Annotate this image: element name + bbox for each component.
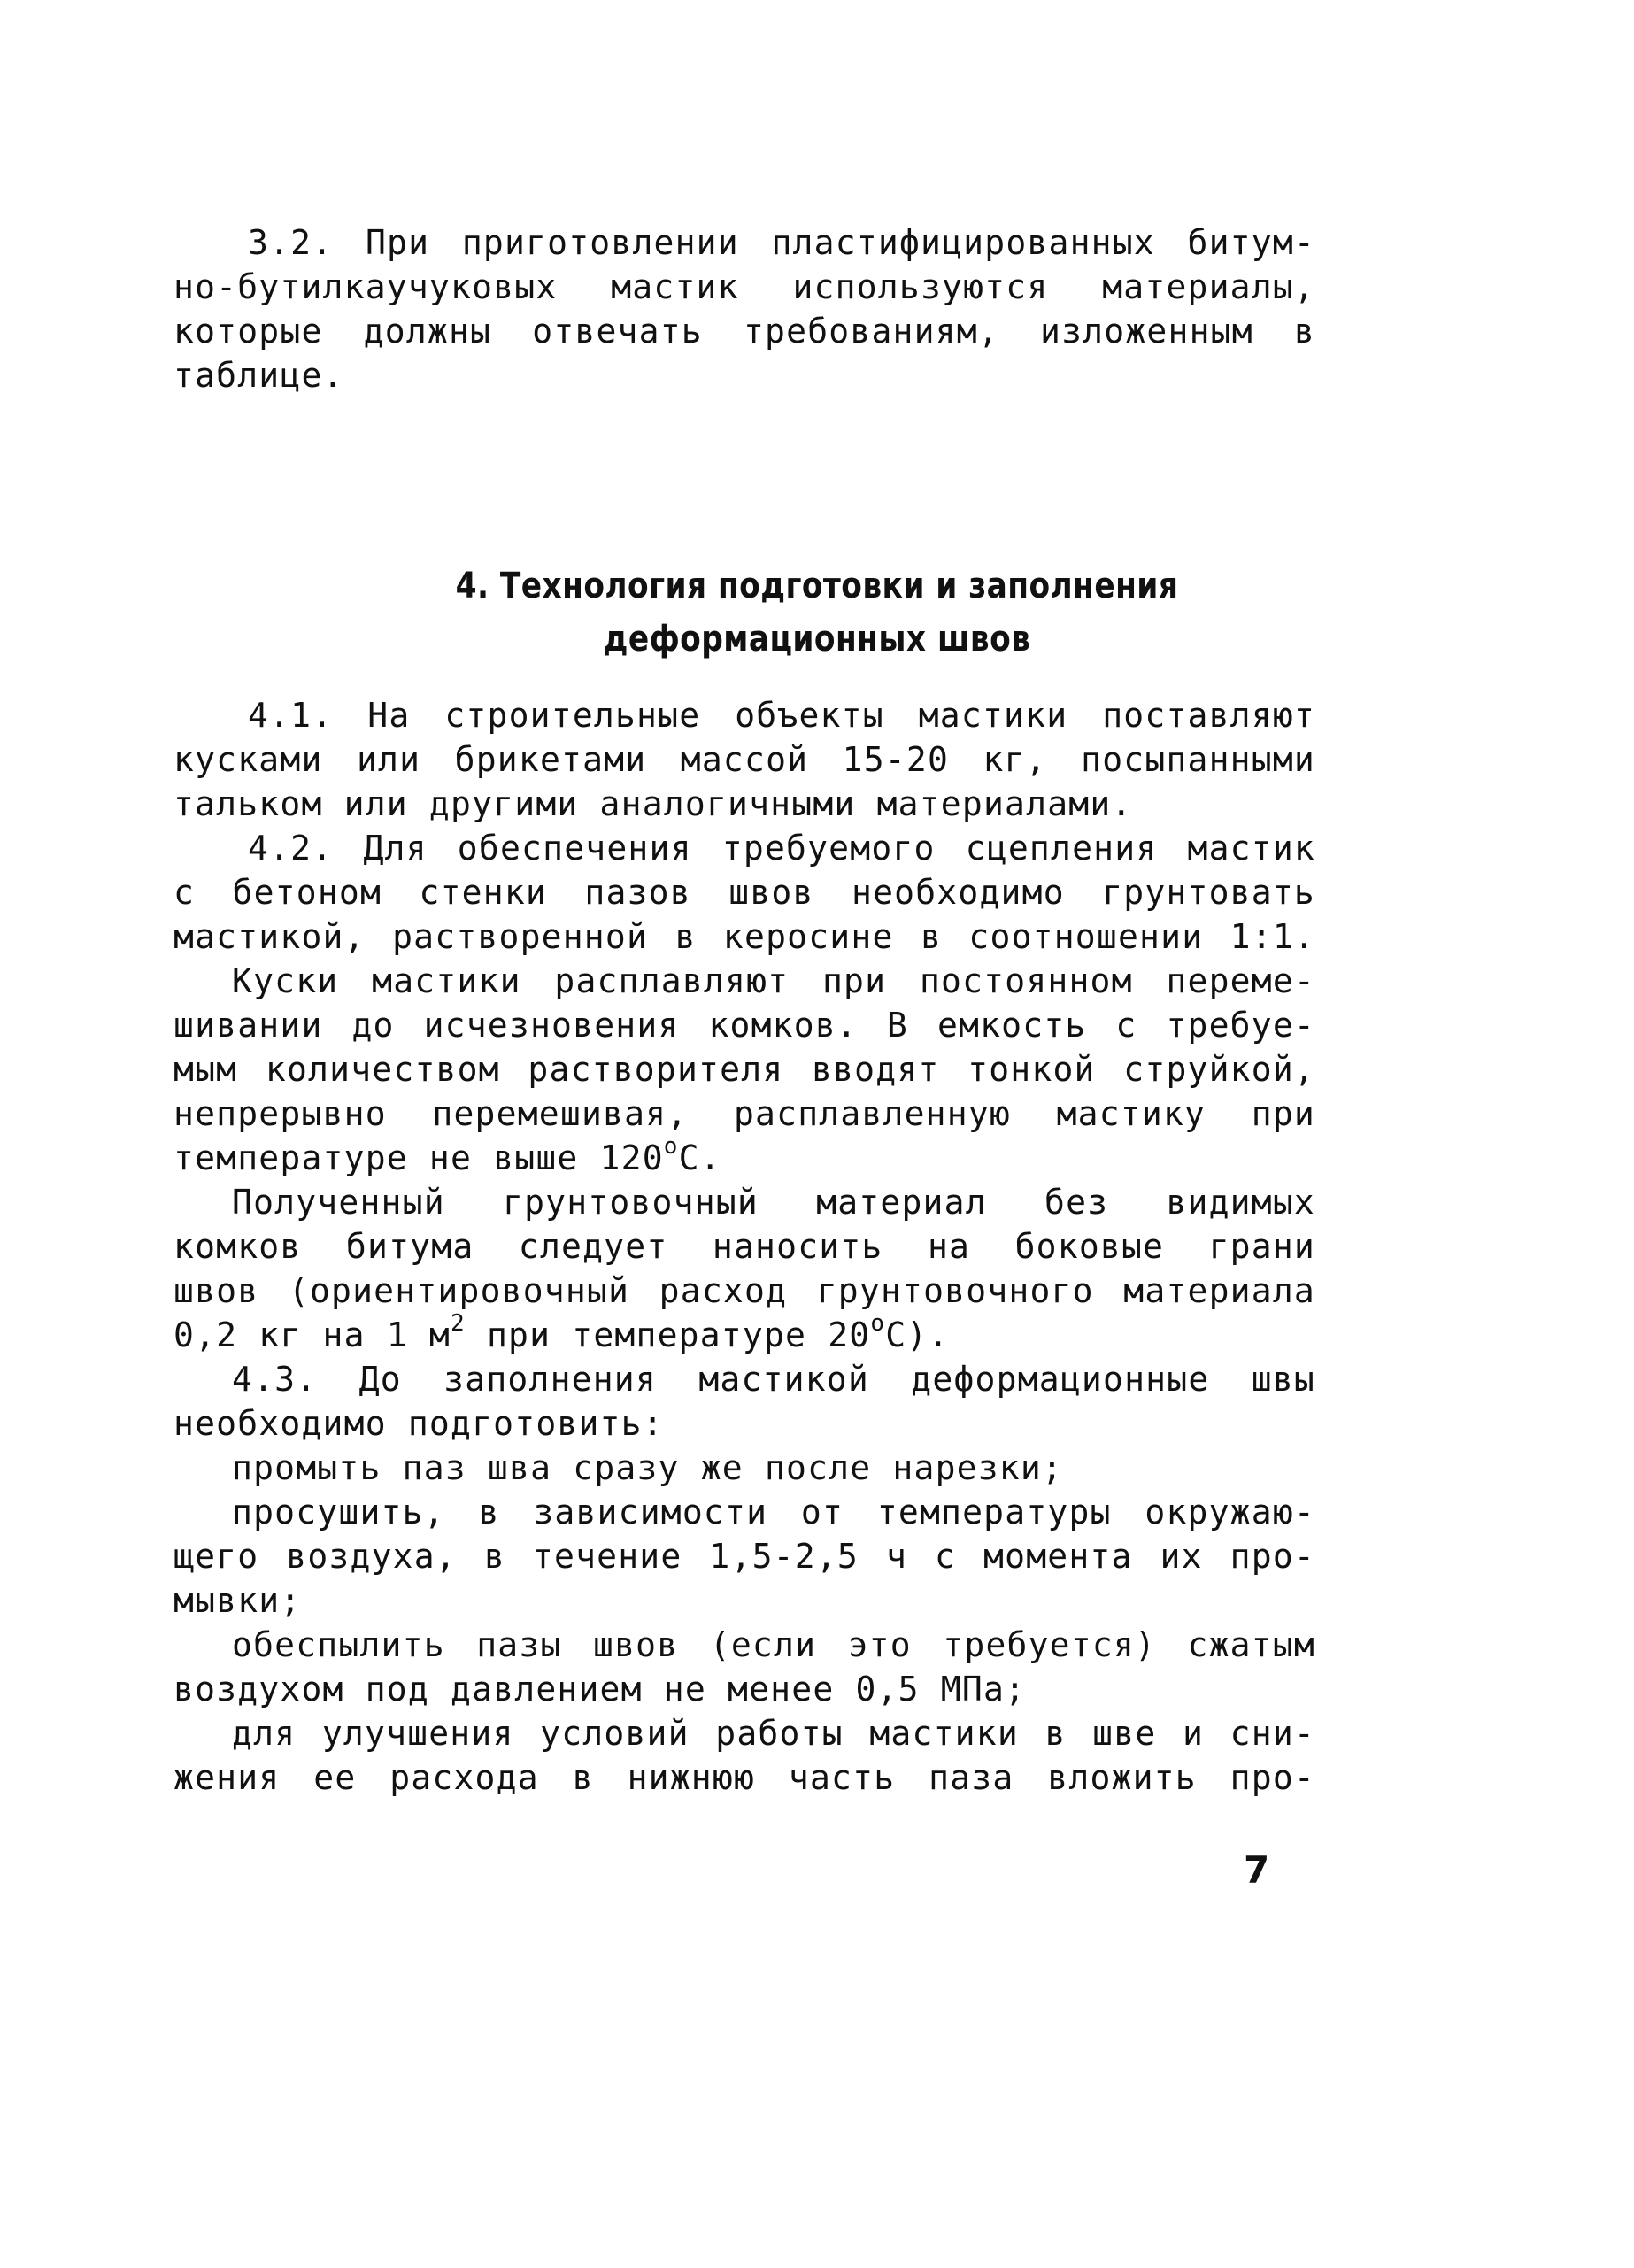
- text-line: швов (ориентировочный расход грунтовочного материала: [173, 1271, 1315, 1310]
- text-line: 4.1. На строительные объекты мастики поставляют: [248, 696, 1315, 735]
- section-title-continued: деформационных швов: [603, 619, 1031, 660]
- text-fragment: С).: [885, 1315, 950, 1354]
- text-line: кусками или брикетами массой 15-20 кг, посыпанными: [173, 740, 1315, 779]
- text-line: 4.2. Для обеспечения требуемого сцепления мастик: [248, 829, 1315, 868]
- text-line: тальком или другими аналогичными материалами.: [173, 784, 1133, 823]
- text-line: воздухом под давлением не менее 0,5 МПа;: [173, 1670, 1027, 1709]
- text-line: 4.3. До заполнения мастикой деформационные швы: [232, 1360, 1315, 1399]
- text-line: жения ее расхода в нижнюю часть паза вложить про-: [173, 1758, 1315, 1797]
- text-line: но-бутилкаучуковых мастик используются материалы,: [173, 267, 1315, 306]
- list-item: обеспылить пазы швов (если это требуется) сжатым: [232, 1625, 1315, 1664]
- text-line: мастикой, растворенной в керосине в соотношении 1:1.: [173, 917, 1315, 956]
- section-title: 4. Технология подготовки и заполнения: [455, 566, 1179, 606]
- list-item: для улучшения условий работы мастики в шве и сни-: [232, 1714, 1315, 1753]
- degree-superscript: о: [870, 1310, 886, 1338]
- text-line: комков битума следует наносить на боковые грани: [173, 1227, 1315, 1266]
- text-line: щего воздуха, в течение 1,5-2,5 ч с момента их про-: [173, 1537, 1315, 1576]
- text-line: Куски мастики расплавляют при постоянном переме-: [232, 961, 1315, 1000]
- text-line: Полученный грунтовочный материал без видимых: [232, 1183, 1315, 1222]
- text-line: таблице.: [173, 356, 344, 395]
- text-fragment: при температуре 20: [465, 1315, 871, 1354]
- degree-superscript: о: [663, 1133, 679, 1161]
- text-line: которые должны отвечать требованиям, изложенным в: [173, 312, 1315, 351]
- text-fragment: С.: [678, 1138, 721, 1177]
- page-number: 7: [1244, 1848, 1270, 1892]
- text-fragment: 0,2 кг на 1 м: [173, 1315, 451, 1354]
- list-item: промыть паз шва сразу же после нарезки;: [232, 1448, 1064, 1487]
- text-line: мым количеством растворителя вводят тонкой струйкой,: [173, 1050, 1315, 1089]
- text-line: 3.2. При приготовлении пластифицированных битум-: [248, 223, 1315, 262]
- text-line: шивании до исчезновения комков. В емкость с требуе-: [173, 1006, 1315, 1045]
- text-line: непрерывно перемешивая, расплавленную мастику при: [173, 1094, 1315, 1133]
- text-line: [173, 1133, 1315, 1179]
- text-line: мывки;: [173, 1581, 302, 1620]
- text-line: необходимо подготовить:: [173, 1404, 664, 1443]
- text-line: с бетоном стенки пазов швов необходимо грунтовать: [173, 873, 1315, 912]
- text-line: [173, 1310, 1315, 1356]
- list-item: просушить, в зависимости от температуры окружаю-: [232, 1493, 1315, 1531]
- text-fragment: температуре не выше 120: [173, 1138, 664, 1177]
- square-superscript: 2: [451, 1310, 466, 1338]
